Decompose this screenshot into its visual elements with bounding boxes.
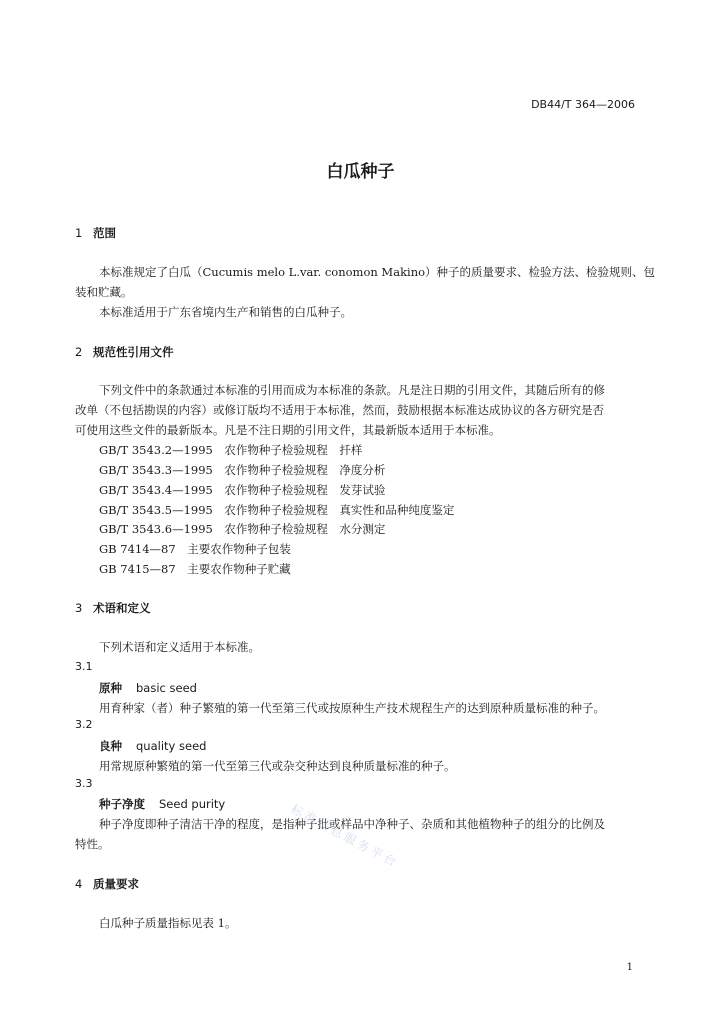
reference-item: GB/T 3543.3—1995 农作物种子检验规程 净度分析 [99, 463, 386, 477]
scope-applicability: 本标准适用于广东省境内生产和销售的白瓜种子。 [99, 305, 352, 319]
reference-item: GB 7414—87 主要农作物种子包装 [99, 542, 291, 556]
watermark: 标准信息服务平台 [288, 801, 402, 871]
standard-number: DB44/T 364—2006 [531, 98, 635, 111]
term-entry [99, 796, 225, 812]
section-heading-quality [75, 876, 139, 892]
clause-number: 3.1 [75, 660, 93, 673]
section-title: 规范性引用文件 [93, 345, 174, 359]
terms-intro: 下列术语和定义适用于本标准。 [99, 640, 260, 654]
reference-item: GB 7415—87 主要农作物种子贮藏 [99, 562, 291, 576]
reference-item: GB/T 3543.4—1995 农作物种子检验规程 发芽试验 [99, 483, 386, 497]
term-chinese: 原种 [99, 681, 122, 695]
section-number: 2 [75, 345, 83, 359]
section-title: 术语和定义 [93, 601, 151, 615]
clause-number: 3.2 [75, 718, 93, 731]
term-english: basic seed [136, 681, 197, 695]
term-definition: 用育种家（者）种子繁殖的第一代至第三代或按原种生产技术规程生产的达到原种质量标准的种子。 [99, 701, 605, 715]
term-english: Seed purity [159, 797, 226, 811]
term-entry [99, 738, 206, 754]
scope-para-line: 本标准规定了白瓜（Cucumis melo L.var. conomon Makino）种子的质量要求、检验方法、检验规则、包 [99, 265, 656, 279]
section-heading-terms [75, 600, 151, 616]
term-english: quality seed [136, 739, 207, 753]
term-chinese: 良种 [99, 739, 122, 753]
refs-intro-line: 改单（不包括勘误的内容）或修订版均不适用于本标准，然而，鼓励根据本标准达成协议的各方研究是否 [75, 403, 604, 417]
section-title: 质量要求 [93, 877, 139, 891]
term-definition-continued: 特性。 [75, 837, 110, 851]
refs-intro-line: 下列文件中的条款通过本标准的引用而成为本标准的条款。凡是注日期的引用文件，其随后所有的修 [99, 383, 605, 397]
section-number: 4 [75, 877, 83, 891]
quality-para: 白瓜种子质量指标见表 1。 [99, 916, 237, 930]
section-heading-normative-refs [75, 344, 174, 360]
section-number: 1 [75, 226, 83, 240]
scope-para-line: 装和贮藏。 [75, 285, 133, 299]
refs-intro-line: 可使用这些文件的最新版本。凡是不注日期的引用文件，其最新版本适用于本标准。 [75, 423, 501, 437]
term-chinese: 种子净度 [99, 797, 145, 811]
reference-item: GB/T 3543.6—1995 农作物种子检验规程 水分测定 [99, 522, 386, 536]
page-number: 1 [626, 962, 633, 973]
section-heading-scope [75, 225, 116, 241]
term-definition: 用常规原种繁殖的第一代至第三代或杂交种达到良种质量标准的种子。 [99, 759, 456, 773]
term-entry [99, 680, 197, 696]
section-title: 范围 [93, 226, 116, 240]
reference-item: GB/T 3543.2—1995 农作物种子检验规程 扦样 [99, 443, 363, 457]
term-definition: 种子净度即种子清洁干净的程度，是指种子批或样品中净种子、杂质和其他植物种子的组分的比例及 [99, 817, 605, 831]
clause-number: 3.3 [75, 777, 93, 790]
document-title: 白瓜种子 [326, 162, 395, 182]
reference-item: GB/T 3543.5—1995 农作物种子检验规程 真实性和品种纯度鉴定 [99, 503, 455, 517]
section-number: 3 [75, 601, 83, 615]
